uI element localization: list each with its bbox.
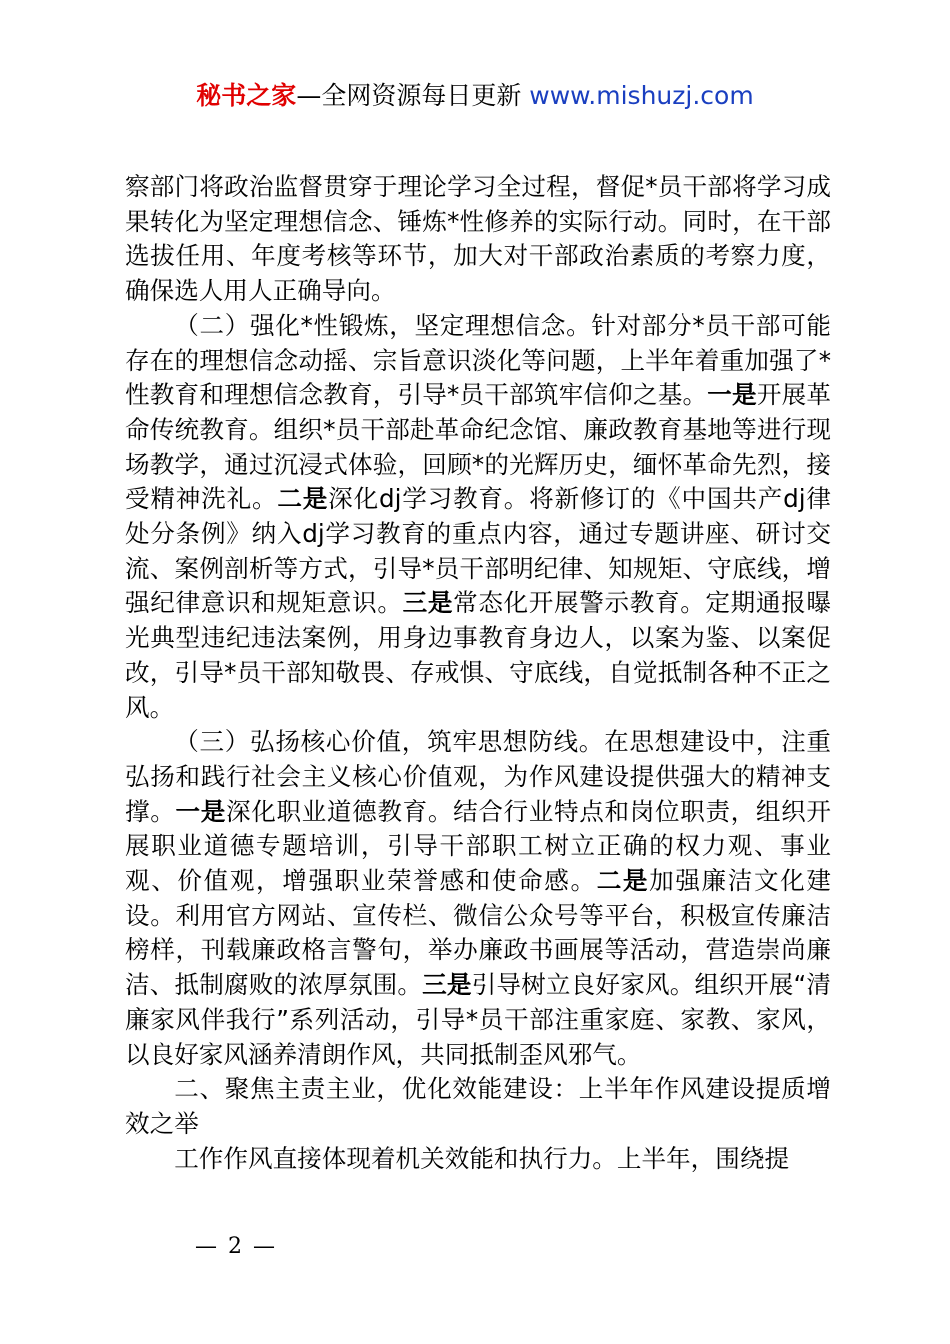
paragraph: [125, 309, 831, 725]
paragraph: [125, 1072, 831, 1141]
paragraph-text: 工作作风直接体现着机关效能和执行力。上半年，围绕提: [174, 1143, 790, 1173]
paragraph-text: 深化职业道德教育。结合行业特点和岗位职责，组织开展职业道德专题培训，引导干部职工树立正确的权力观、事业观、价值观，增强职业荣誉感和使命感。: [125, 796, 831, 896]
paragraph: [125, 725, 831, 1072]
bold-lead-phrase: 一是: [707, 380, 757, 410]
bold-lead-phrase: 二是: [596, 866, 650, 896]
bold-lead-phrase: 二是: [277, 484, 329, 514]
header-tagline: —全网资源每日更新: [296, 81, 530, 110]
bold-lead-phrase: 一是: [175, 796, 226, 826]
site-url-link[interactable]: www.mishuzj.com: [529, 81, 754, 110]
paragraph-text: （三）弘扬核心价值，筑牢思想防线。在思想建设中，注重弘扬和践行社会主义核心价值观，为作风建设提供强大的精神支撑。: [125, 727, 831, 826]
paragraph-text: 二、聚焦主责主业，优化效能建设：上半年作风建设提质增效之举: [125, 1074, 831, 1138]
paragraph-text: （二）强化*性锻炼，坚定理想信念。针对部分*员干部可能存在的理想信念动摇、宗旨意识淡化等问题，上半年着重加强了*性教育和理想信念教育，引导*员干部筑牢信仰之基。: [125, 310, 831, 410]
brand-name: 秘书之家: [196, 81, 297, 110]
bold-lead-phrase: 三是: [402, 588, 454, 618]
paragraph-text: 常态化开展警示教育。定期通报曝光典型违纪违法案例，用身边事教育身边人，以案为鉴、以案促改，引导*员干部知敬畏、存戒惧、守底线，自觉抵制各种不正之风。: [125, 588, 831, 722]
paragraph-text: 加强廉洁文化建设。利用官方网站、宣传栏、微信公众号等平台，积极宣传廉洁榜样，刊载廉政格言警句，举办廉政书画展等活动，营造崇尚廉洁、抵制腐败的浓厚氛围。: [125, 866, 831, 1000]
paragraph: [125, 170, 831, 309]
site-header: [0, 80, 950, 112]
document-body: [125, 170, 831, 1176]
paragraph-text: 深化dj学习教育。将新修订的《中国共产dj律处分条例》纳入dj学习教育的重点内容，通过专题讲座、研讨交流、案例剖析等方式，引导*员干部明纪律、知规矩、守底线，增强纪律意识和规矩意识。: [125, 484, 831, 618]
paragraph-text: 开展革命传统教育。组织*员干部赴革命纪念馆、廉政教育基地等进行现场教学，通过沉浸式体验，回顾*的光辉历史，缅怀革命先烈，接受精神洗礼。: [125, 380, 831, 514]
paragraph-text: 察部门将政治监督贯穿于理论学习全过程，督促*员干部将学习成果转化为坚定理想信念、锤炼*性修养的实际行动。同时，在干部选拔任用、年度考核等环节，加大对干部政治素质的考察力度，确保选人用人正确导向。: [125, 172, 831, 306]
bold-lead-phrase: 三是: [422, 970, 472, 1000]
page-number: — 2 —: [195, 1234, 277, 1259]
paragraph: [125, 1142, 831, 1177]
paragraph-text: 引导树立良好家风。组织开展“清廉家风伴我行”系列活动，引导*员干部注重家庭、家教、家风，以良好家风涵养清朗作风，共同抵制歪风邪气。: [125, 970, 831, 1069]
